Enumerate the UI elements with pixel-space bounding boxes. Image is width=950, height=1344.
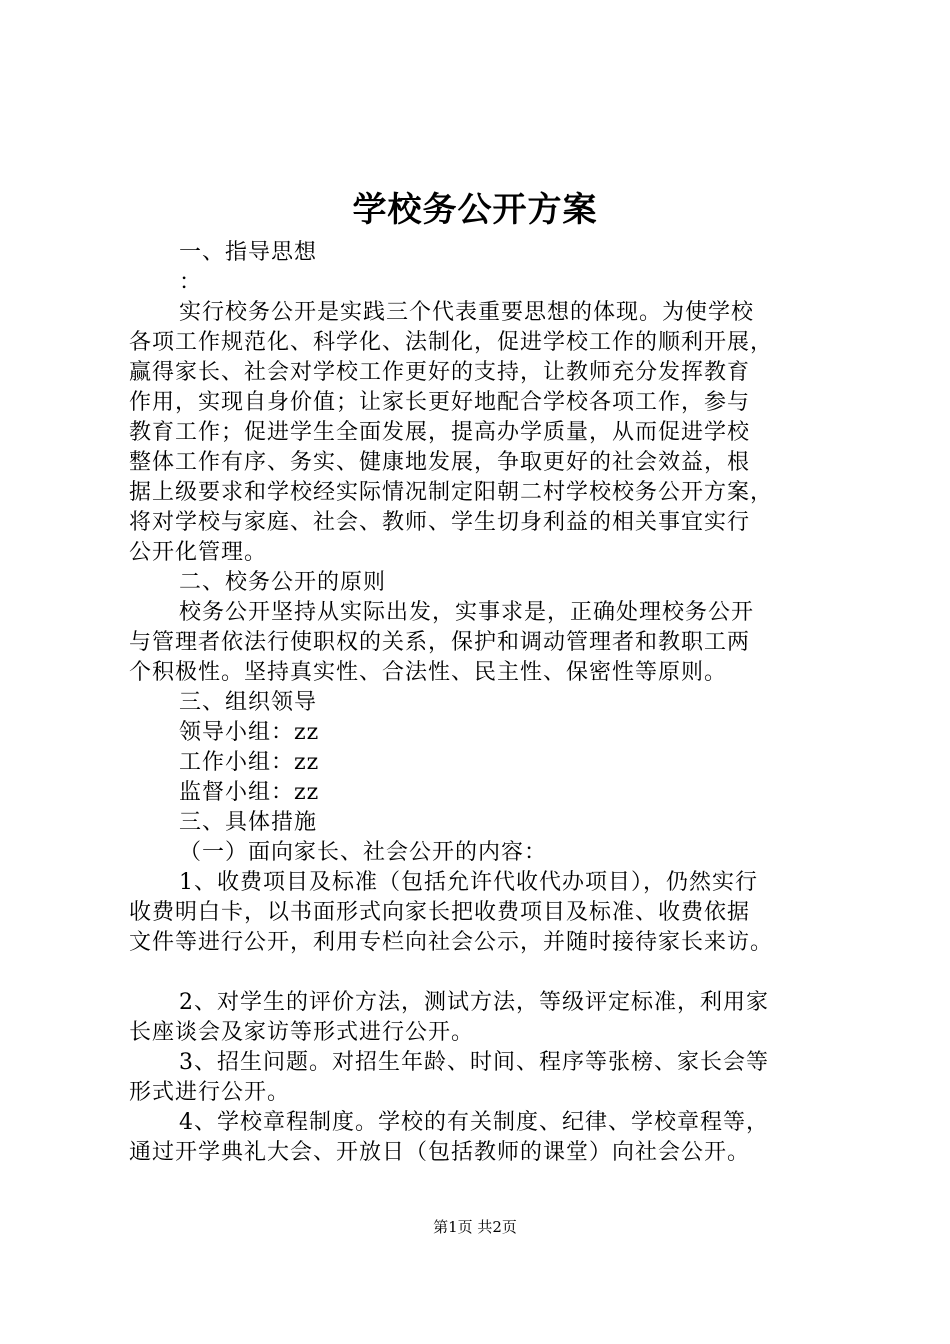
paragraph-line: 将对学校与家庭、社会、教师、学生切身利益的相关事宜实行: [129, 510, 751, 535]
paragraph-line: 3、招生问题。对招生年龄、时间、程序等张榜、家长会等: [179, 1050, 769, 1075]
paragraph-line: 整体工作有序、务实、健康地发展，争取更好的社会效益，根: [129, 450, 751, 475]
section-heading: 一、指导思想: [179, 240, 318, 265]
paragraph-line: 公开化管理。: [129, 540, 268, 565]
text-line: 领导小组：zz: [179, 720, 320, 745]
paragraph-line: 2、对学生的评价方法，测试方法，等级评定标准，利用家: [179, 990, 769, 1015]
page-number-footer: 第1页 共2页: [433, 1218, 517, 1236]
paragraph-line: 个积极性。坚持真实性、合法性、民主性、保密性等原则。: [129, 660, 728, 685]
paragraph-line: 4、学校章程制度。学校的有关制度、纪律、学校章程等，: [179, 1110, 769, 1135]
paragraph-line: 作用，实现自身价值；让家长更好地配合学校各项工作，参与: [129, 390, 751, 415]
section-heading: 二、校务公开的原则: [179, 570, 387, 595]
section-heading: 三、具体措施: [179, 810, 318, 835]
paragraph-line: 1、收费项目及标准（包括允许代收代办项目），仍然实行: [179, 870, 758, 895]
paragraph-line: 各项工作规范化、科学化、法制化，促进学校工作的顺利开展，: [129, 330, 774, 355]
paragraph-line: 收费明白卡，以书面形式向家长把收费项目及标准、收费依据: [129, 900, 751, 925]
subsection-heading: （一）面向家长、社会公开的内容：: [179, 840, 548, 865]
paragraph-line: 长座谈会及家访等形式进行公开。: [129, 1020, 475, 1045]
paragraph-line: 通过开学典礼大会、开放日（包括教师的课堂）向社会公开。: [129, 1140, 751, 1165]
paragraph-line: 文件等进行公开，利用专栏向社会公示，并随时接待家长来访。: [129, 930, 774, 955]
document-title: 学校务公开方案: [352, 190, 598, 230]
text-line: 监督小组：zz: [179, 780, 320, 805]
paragraph-line: 实行校务公开是实践三个代表重要思想的体现。为使学校: [179, 300, 755, 325]
paragraph-line: 教育工作；促进学生全面发展，提高办学质量，从而促进学校: [129, 420, 751, 445]
paragraph-line: 据上级要求和学校经实际情况制定阳朝二村学校校务公开方案，: [129, 480, 774, 505]
paragraph-line: 赢得家长、社会对学校工作更好的支持，让教师充分发挥教育: [129, 360, 751, 385]
document-body: [129, 238, 829, 1168]
text-line: ：: [179, 270, 203, 295]
paragraph-line: 校务公开坚持从实际出发，实事求是，正确处理校务公开: [179, 600, 755, 625]
section-heading: 三、组织领导: [179, 690, 318, 715]
paragraph-line: 与管理者依法行使职权的关系，保护和调动管理者和教职工两: [129, 630, 751, 655]
paragraph-line: 形式进行公开。: [129, 1080, 291, 1105]
blank-line: [129, 958, 829, 988]
text-line: 工作小组：zz: [179, 750, 320, 775]
